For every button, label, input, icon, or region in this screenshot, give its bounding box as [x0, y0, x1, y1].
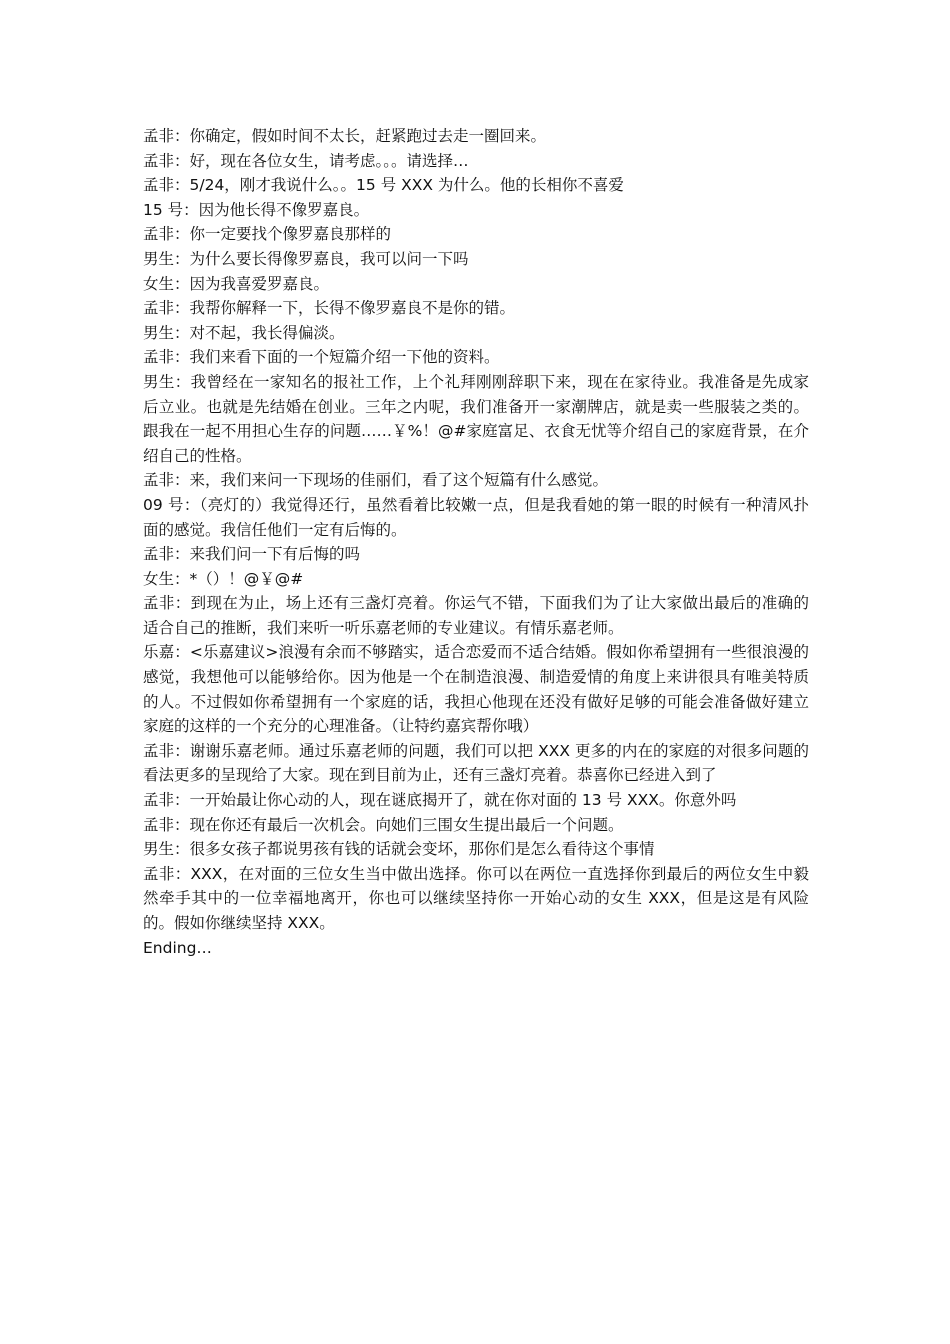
dialogue-line-11: 男生：我曾经在一家知名的报社工作，上个礼拜刚刚辞职下来，现在在家待业。我准备是先成家后立业。也就是先结婚在创业。三年之内呢，我们准备开一家潮牌店，就是卖一些服装之类的。跟我在一起不用担心生存的问题……￥%！@#家庭富足、衣食无忧等介绍自己的家庭背景，在介绍自己的性格。 — [143, 372, 809, 465]
dialogue-line-15: 女生：*（）！@￥@# — [143, 569, 304, 588]
document-body — [143, 124, 809, 960]
dialogue-line-9: 男生：对不起，我长得偏淡。 — [143, 323, 345, 342]
dialogue-line-23: Ending… — [143, 938, 212, 957]
dialogue-line-22: 孟非：XXX，在对面的三位女生当中做出选择。你可以在两位一直选择你到最后的两位女生中毅然牵手其中的一位幸福地离开，你也可以继续坚持你一开始心动的女生 XXX，但是这是有风险的。假如你继续坚持 XXX。 — [143, 864, 809, 932]
dialogue-line-10: 孟非：我们来看下面的一个短篇介绍一下他的资料。 — [143, 348, 500, 367]
dialogue-line-20: 孟非：现在你还有最后一次机会。向她们三围女生提出最后一个问题。 — [143, 815, 624, 834]
dialogue-line-17: 乐嘉：<乐嘉建议>浪漫有余而不够踏实，适合恋爱而不适合结婚。假如你希望拥有一些很浪漫的感觉，我想他可以能够给你。因为他是一个在制造浪漫、制造爱情的角度上来讲很具有唯美特质的人。不过假如你希望拥有一个家庭的话，我担心他现在还没有做好足够的可能会准备做好建立家庭的这样的一个充分的心理准备。（让特约嘉宾帮你哦） — [143, 643, 809, 736]
dialogue-line-12: 孟非：来，我们来问一下现场的佳丽们，看了这个短篇有什么感觉。 — [143, 471, 609, 490]
dialogue-line-16: 孟非：到现在为止，场上还有三盏灯亮着。你运气不错，下面我们为了让大家做出最后的准确的适合自己的推断，我们来听一听乐嘉老师的专业建议。有情乐嘉老师。 — [143, 594, 809, 637]
dialogue-line-2: 孟非：好，现在各位女生，请考虑。。。请选择… — [143, 151, 469, 170]
dialogue-line-3: 孟非：5/24，刚才我说什么。。15 号 XXX 为什么。他的长相你不喜爱 — [143, 176, 624, 195]
dialogue-line-14: 孟非：来我们问一下有后悔的吗 — [143, 545, 361, 564]
dialogue-line-6: 男生：为什么要长得像罗嘉良，我可以问一下吗 — [143, 249, 469, 268]
dialogue-line-4: 15 号：因为他长得不像罗嘉良。 — [143, 200, 370, 219]
dialogue-line-13: 09 号：（亮灯的）我觉得还行，虽然看着比较嫩一点，但是我看她的第一眼的时候有一种清风扑面的感觉。我信任他们一定有后悔的。 — [143, 495, 809, 539]
dialogue-line-5: 孟非：你一定要找个像罗嘉良那样的 — [143, 225, 392, 244]
dialogue-line-21: 男生：很多女孩子都说男孩有钱的话就会变坏，那你们是怎么看待这个事情 — [143, 840, 655, 859]
dialogue-line-1: 孟非：你确定，假如时间不太长，赶紧跑过去走一圈回来。 — [143, 127, 547, 145]
dialogue-line-18: 孟非：谢谢乐嘉老师。通过乐嘉老师的问题，我们可以把 XXX 更多的内在的家庭的对很多问题的看法更多的呈现给了大家。现在到目前为止，还有三盏灯亮着。恭喜你已经进入到了 — [143, 741, 809, 785]
dialogue-line-19: 孟非：一开始最让你心动的人，现在谜底揭开了，就在你对面的 13 号 XXX。你意外吗 — [143, 791, 737, 810]
dialogue-line-8: 孟非：我帮你解释一下，长得不像罗嘉良不是你的错。 — [143, 299, 516, 318]
dialogue-line-7: 女生：因为我喜爱罗嘉良。 — [143, 274, 330, 293]
